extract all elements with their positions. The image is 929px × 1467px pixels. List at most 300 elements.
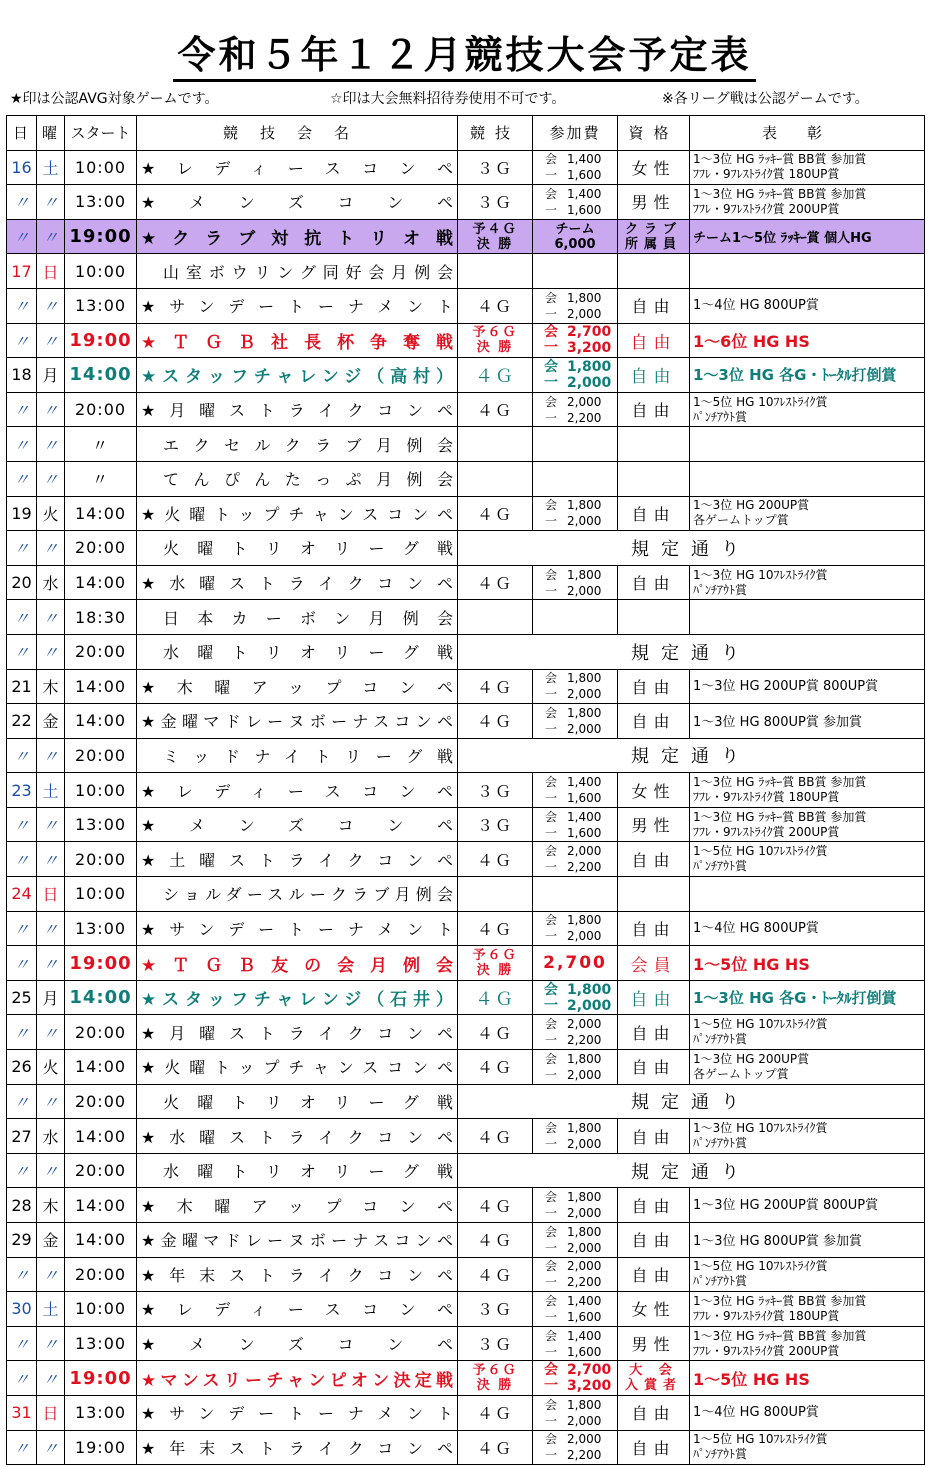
event-name-cell: 水曜トリオリーグ戦	[137, 1153, 458, 1188]
start-time-cell: 13:00	[65, 911, 137, 946]
fee-labels	[543, 1224, 559, 1256]
games-line: 決 勝	[476, 963, 514, 979]
event-name-cell: 水曜トリオリーグ戦	[137, 634, 458, 669]
award-line: チーム1～5位 ﾗｯｷｰ賞 個人HG	[693, 231, 872, 247]
fee-labels	[543, 497, 559, 529]
award-cell	[690, 1050, 925, 1085]
day-cell: 〃	[7, 738, 37, 773]
award-cell	[690, 1326, 925, 1361]
day-cell: 16	[7, 150, 37, 185]
fee-values	[559, 1189, 601, 1221]
fee-block	[533, 1396, 617, 1430]
event-name-cell: ★レディースコンペ	[137, 773, 458, 808]
event-name-cell: 山室ボウリング同好会月例会	[137, 254, 458, 289]
fee-member: 1,800	[567, 671, 602, 686]
fee-general-label: 一	[544, 514, 557, 529]
fee-cell: 2,700	[533, 946, 618, 981]
fee-member-label: 会	[544, 1017, 557, 1032]
qualification-cell: 自由	[618, 565, 690, 600]
award-line: ﾌﾌﾚ・9ﾌﾚｽﾄﾗｲｸ賞 200UP賞	[693, 1343, 840, 1358]
fee-member-label: 会	[544, 498, 557, 513]
fee-general-label: 一	[544, 1275, 557, 1290]
award-cell	[690, 877, 925, 912]
award-line: ﾌﾌﾚ・9ﾌﾚｽﾄﾗｲｸ賞 200UP賞	[693, 201, 840, 216]
weekday-cell: 〃	[37, 392, 65, 427]
fee-cell	[533, 461, 618, 496]
fee-block	[533, 1188, 617, 1222]
table-row	[7, 254, 925, 289]
weekday-cell: 金	[37, 704, 65, 739]
start-time-cell: 〃	[65, 427, 137, 462]
qualification-cell: 自由	[618, 496, 690, 531]
award-line: 1～3位 HG ﾗｯｷｰ賞 BB賞 参加賞	[693, 186, 867, 201]
event-name-cell: 日本カーボン月例会	[137, 600, 458, 635]
games-cell	[458, 323, 533, 358]
fee-values	[559, 1362, 611, 1394]
games-cell: ４Ｇ	[458, 392, 533, 427]
fee-values	[559, 151, 601, 183]
games-cell: ３Ｇ	[458, 1326, 533, 1361]
fee-general: 2,000	[567, 374, 612, 391]
table-row	[7, 1188, 925, 1223]
event-name-cell: ★メンズコンペ	[137, 1326, 458, 1361]
fee-cell	[533, 842, 618, 877]
fee-member: 1,400	[567, 1293, 602, 1308]
fee-general: 2,000	[567, 306, 602, 321]
table-row	[7, 946, 925, 981]
fee-member: 2,000	[567, 1432, 602, 1447]
award-line: ﾊﾟﾝﾁｱｳﾄ賞	[693, 859, 748, 874]
fee-block	[533, 670, 617, 704]
games-cell: ４Ｇ	[458, 1257, 533, 1292]
award-line: 1～3位 HG 800UP賞 参加賞	[693, 715, 862, 731]
day-cell: 〃	[7, 1084, 37, 1119]
fee-values	[559, 1258, 601, 1290]
table-row	[7, 496, 925, 531]
fee-cell	[533, 392, 618, 427]
fee-member-label: 会	[544, 394, 557, 409]
start-time-cell: 20:00	[65, 1257, 137, 1292]
award-line: ﾊﾟﾝﾁｱｳﾄ賞	[693, 582, 748, 597]
award-line: 1～5位 HG 10ﾌﾚｽﾄﾗｲｸ賞	[693, 1432, 828, 1447]
fee-general: 2,000	[567, 721, 602, 736]
fee-labels	[543, 1431, 559, 1463]
header-start: スタート	[65, 116, 137, 151]
games-line: 予６Ｇ	[472, 1363, 518, 1379]
table-row	[7, 565, 925, 600]
award-line: 1～5位 HG 10ﾌﾚｽﾄﾗｲｸ賞	[693, 1259, 828, 1274]
award-cell	[690, 254, 925, 289]
award-line: 1～5位 HG 10ﾌﾚｽﾄﾗｲｸ賞	[693, 1017, 828, 1032]
fee-values	[559, 359, 611, 391]
qualification-cell: 女性	[618, 773, 690, 808]
fee-member: 1,800	[567, 498, 602, 513]
award-cell	[690, 150, 925, 185]
games-cell: ３Ｇ	[458, 185, 533, 220]
fee-block	[533, 704, 617, 738]
qualification-cell: 自由	[618, 358, 690, 393]
award-cell	[690, 323, 925, 358]
games-line: 決 勝	[476, 1378, 514, 1394]
award-cell	[690, 185, 925, 220]
games-cell: ４Ｇ	[458, 1395, 533, 1430]
table-row	[7, 669, 925, 704]
fee-block	[533, 566, 617, 600]
games-cell: ４Ｇ	[458, 1119, 533, 1154]
day-cell: 31	[7, 1395, 37, 1430]
table-row	[7, 150, 925, 185]
day-cell: 23	[7, 773, 37, 808]
qualification-cell	[618, 600, 690, 635]
fee-cell	[533, 773, 618, 808]
fee-labels	[543, 186, 559, 218]
qualification-line: 所属員	[624, 236, 682, 252]
qualification-cell: 男性	[618, 185, 690, 220]
fee-member: 1,800	[567, 981, 612, 998]
day-cell: 〃	[7, 911, 37, 946]
fee-general-label: 一	[544, 1309, 557, 1324]
fee-general-label: 一	[544, 168, 557, 183]
games-cell	[458, 946, 533, 981]
fee-labels	[543, 1293, 559, 1325]
fee-values	[559, 1293, 601, 1325]
start-time-cell: 14:00	[65, 980, 137, 1015]
start-time-cell: 19:00	[65, 946, 137, 981]
fee-general: 2,000	[567, 514, 602, 529]
award-cell	[690, 496, 925, 531]
fee-block	[533, 185, 617, 219]
fee-values	[559, 982, 611, 1014]
games-line: 予６Ｇ	[472, 325, 518, 341]
weekday-cell: 土	[37, 150, 65, 185]
fee-labels	[543, 809, 559, 841]
award-line: ﾊﾟﾝﾁｱｳﾄ賞	[693, 1447, 748, 1462]
start-time-cell: 20:00	[65, 531, 137, 566]
fee-cell	[533, 600, 618, 635]
weekday-cell: 日	[37, 877, 65, 912]
rule-cell: 規定通り	[458, 634, 925, 669]
award-line: ﾊﾟﾝﾁｱｳﾄ賞	[693, 1274, 748, 1289]
weekday-cell: 〃	[37, 185, 65, 220]
start-time-cell: 20:00	[65, 1084, 137, 1119]
fee-member-label: 会	[544, 1432, 557, 1447]
table-row	[7, 1326, 925, 1361]
day-cell: 〃	[7, 427, 37, 462]
award-line: ﾊﾟﾝﾁｱｳﾄ賞	[693, 1032, 748, 1047]
start-time-cell: 14:00	[65, 704, 137, 739]
event-name-cell: ★スタッフチャレンジ（高村）	[137, 358, 458, 393]
qualification-cell: 自由	[618, 1257, 690, 1292]
table-row	[7, 1361, 925, 1396]
qualification-cell: 会員	[618, 946, 690, 981]
award-line: 1～3位 HG 10ﾌﾚｽﾄﾗｲｸ賞	[693, 567, 828, 582]
day-cell: 〃	[7, 1326, 37, 1361]
games-cell: ３Ｇ	[458, 1292, 533, 1327]
fee-labels	[543, 151, 559, 183]
table-row	[7, 1015, 925, 1050]
start-time-cell: 〃	[65, 461, 137, 496]
fee-cell	[533, 980, 618, 1015]
weekday-cell: 〃	[37, 946, 65, 981]
games-line: 決 勝	[476, 236, 514, 252]
fee-member: 1,800	[567, 1051, 602, 1066]
start-time-cell: 13:00	[65, 185, 137, 220]
fee-member: 1,800	[567, 1397, 602, 1412]
note-league: ※各リーグ戦は公認ゲームです。	[662, 91, 869, 107]
event-name-cell: ★年末ストライクコンペ	[137, 1430, 458, 1465]
games-cell	[458, 254, 533, 289]
fee-general: 2,000	[567, 687, 602, 702]
start-time-cell: 20:00	[65, 392, 137, 427]
qualification-cell: 自由	[618, 980, 690, 1015]
fee-cell	[533, 1292, 618, 1327]
award-line: ﾌﾌﾚ・9ﾌﾚｽﾄﾗｲｸ賞 180UP賞	[693, 790, 840, 805]
fee-cell	[533, 1050, 618, 1085]
award-line: 1～3位 HG 200UP賞	[693, 498, 810, 513]
fee-general-label: 一	[544, 687, 557, 702]
fee-general-label: 一	[544, 860, 557, 875]
header-event: 競技会名	[137, 116, 458, 151]
fee-general: 2,200	[567, 1275, 602, 1290]
event-name-cell: 火曜トリオリーグ戦	[137, 531, 458, 566]
fee-block	[533, 393, 617, 427]
fee-block	[533, 1015, 617, 1049]
fee-cell	[533, 288, 618, 323]
fee-labels	[543, 843, 559, 875]
fee-cell	[533, 1430, 618, 1465]
award-cell	[690, 1257, 925, 1292]
weekday-cell: 〃	[37, 600, 65, 635]
fee-member-label: 会	[544, 152, 557, 167]
award-cell	[690, 1395, 925, 1430]
fee-general: 1,600	[567, 825, 602, 840]
table-row	[7, 911, 925, 946]
fee-values	[559, 809, 601, 841]
qualification-cell: 自由	[618, 1119, 690, 1154]
award-line: 1～3位 HG ﾗｯｷｰ賞 BB賞 参加賞	[693, 152, 867, 167]
event-name-cell: ★メンズコンペ	[137, 807, 458, 842]
fee-block	[533, 1431, 617, 1465]
qualification-cell: 自由	[618, 669, 690, 704]
start-time-cell: 20:00	[65, 1153, 137, 1188]
page-title: 令和５年１２月競技大会予定表	[0, 24, 929, 79]
award-cell	[690, 1188, 925, 1223]
award-line: 1～5位 HG 10ﾌﾚｽﾄﾗｲｸ賞	[693, 844, 828, 859]
fee-member-label: 会	[544, 981, 558, 998]
table-row	[7, 1395, 925, 1430]
fee-general-label: 一	[544, 721, 557, 736]
fee-general-label: 一	[544, 929, 557, 944]
event-name-cell: ★レディースコンペ	[137, 150, 458, 185]
fee-labels	[543, 982, 559, 1014]
award-line: 1～3位 HG 200UP賞	[693, 1051, 810, 1066]
weekday-cell: 水	[37, 1119, 65, 1154]
day-cell: 〃	[7, 1361, 37, 1396]
event-name-cell: ショルダースルークラブ月例会	[137, 877, 458, 912]
event-name-cell: ★年末ストライクコンペ	[137, 1257, 458, 1292]
qualification-cell: 自由	[618, 1395, 690, 1430]
fee-general: 1,600	[567, 1344, 602, 1359]
start-time-cell: 14:00	[65, 1119, 137, 1154]
event-name-cell: 火曜トリオリーグ戦	[137, 1084, 458, 1119]
fee-labels	[543, 705, 559, 737]
qualification-cell: 男性	[618, 1326, 690, 1361]
weekday-cell: 〃	[37, 1430, 65, 1465]
fee-member: 1,400	[567, 809, 602, 824]
start-time-cell: 14:00	[65, 496, 137, 531]
fee-general-label: 一	[544, 1067, 557, 1082]
qualification-cell: 自由	[618, 288, 690, 323]
table-row	[7, 1223, 925, 1258]
fee-general: 2,200	[567, 1033, 602, 1048]
award-line: 1～5位 HG 10ﾌﾚｽﾄﾗｲｸ賞	[693, 394, 828, 409]
qualification-cell	[618, 427, 690, 462]
day-cell: 〃	[7, 600, 37, 635]
qualification-line: 入賞者	[624, 1378, 682, 1394]
fee-cell	[533, 254, 618, 289]
rule-cell: 規定通り	[458, 531, 925, 566]
fee-general-label: 一	[544, 1033, 557, 1048]
fee-general: 2,200	[567, 860, 602, 875]
fee-member-label: 会	[544, 1259, 557, 1274]
note-invite: ☆印は大会無料招待券使用不可です。	[330, 91, 566, 107]
start-time-cell: 14:00	[65, 565, 137, 600]
table-row	[7, 738, 925, 773]
award-cell	[690, 461, 925, 496]
event-name-cell: ミッドナイトリーグ戦	[137, 738, 458, 773]
event-name-cell: ★サンデートーナメント	[137, 1395, 458, 1430]
event-name-cell: ★サンデートーナメント	[137, 288, 458, 323]
fee-labels	[543, 1016, 559, 1048]
award-line: 1～4位 HG 800UP賞	[693, 1405, 819, 1421]
table-row	[7, 323, 925, 358]
day-cell: 〃	[7, 461, 37, 496]
event-name-cell: ★レディースコンペ	[137, 1292, 458, 1327]
qualification-cell: 女性	[618, 1292, 690, 1327]
fee-member: 1,800	[567, 290, 602, 305]
fee-member: 2,000	[567, 394, 602, 409]
fee-member-label: 会	[544, 913, 557, 928]
fee-member: 2,700	[567, 324, 612, 341]
day-cell: 〃	[7, 531, 37, 566]
games-cell: ４Ｇ	[458, 669, 533, 704]
fee-member-label: 会	[544, 186, 557, 201]
fee-values	[559, 1224, 601, 1256]
games-qualifier-final	[458, 325, 532, 355]
fee-block	[533, 151, 617, 185]
start-time-cell: 13:00	[65, 1395, 137, 1430]
qualification-cell: 自由	[618, 1188, 690, 1223]
weekday-cell: 土	[37, 1292, 65, 1327]
qualification-cell	[618, 254, 690, 289]
fee-values	[559, 567, 601, 599]
fee-block	[533, 773, 617, 807]
weekday-cell: 水	[37, 565, 65, 600]
day-cell: 〃	[7, 288, 37, 323]
fee-labels	[543, 1120, 559, 1152]
fee-general: 1,600	[567, 791, 602, 806]
day-cell: 〃	[7, 634, 37, 669]
award-cell	[690, 807, 925, 842]
fee-general: 1,600	[567, 1309, 602, 1324]
fee-general-label: 一	[544, 340, 558, 357]
start-time-cell: 14:00	[65, 1188, 137, 1223]
event-name-cell: ★水曜ストライクコンペ	[137, 1119, 458, 1154]
fee-labels	[543, 290, 559, 322]
fee-cell	[533, 565, 618, 600]
event-name-cell: エクセルクラブ月例会	[137, 427, 458, 462]
fee-member-label: 会	[544, 1051, 557, 1066]
award-cell	[690, 842, 925, 877]
table-row	[7, 392, 925, 427]
fee-line: チーム	[555, 221, 595, 237]
qualification-cell	[618, 461, 690, 496]
event-name-cell: ★土曜ストライクコンペ	[137, 842, 458, 877]
fee-cell	[533, 1326, 618, 1361]
weekday-cell: 火	[37, 1050, 65, 1085]
games-cell: ４Ｇ	[458, 565, 533, 600]
award-cell	[690, 1223, 925, 1258]
fee-values	[559, 1051, 601, 1083]
fee-labels	[543, 567, 559, 599]
qualification-cell: 自由	[618, 1430, 690, 1465]
games-cell: ４Ｇ	[458, 496, 533, 531]
start-time-cell: 13:00	[65, 1326, 137, 1361]
fee-cell	[533, 496, 618, 531]
day-cell: 〃	[7, 1257, 37, 1292]
award-cell	[690, 704, 925, 739]
award-cell	[690, 1430, 925, 1465]
start-time-cell: 13:00	[65, 807, 137, 842]
event-name-cell: ★ＴＧＢ社長杯争奪戦	[137, 323, 458, 358]
start-time-cell: 14:00	[65, 669, 137, 704]
table-row	[7, 461, 925, 496]
fee-general: 2,200	[567, 1448, 602, 1463]
rule-cell: 規定通り	[458, 738, 925, 773]
qualification-cell: 自由	[618, 323, 690, 358]
weekday-cell: 〃	[37, 461, 65, 496]
qualification-cell: 自由	[618, 911, 690, 946]
start-time-cell: 19:00	[65, 1361, 137, 1396]
fee-block	[533, 289, 617, 323]
games-cell	[458, 219, 533, 254]
weekday-cell: 日	[37, 254, 65, 289]
header-qual: 資格	[618, 116, 690, 151]
fee-labels	[543, 670, 559, 702]
event-name-cell: ★水曜ストライクコンペ	[137, 565, 458, 600]
award-line: ﾊﾟﾝﾁｱｳﾄ賞	[693, 1136, 748, 1151]
start-time-cell: 14:00	[65, 1050, 137, 1085]
table-row	[7, 1153, 925, 1188]
fee-values	[559, 1431, 601, 1463]
qualification-line: 大 会	[629, 1363, 678, 1379]
fee-block	[533, 981, 617, 1015]
event-name-cell: ★スタッフチャレンジ（石井）	[137, 980, 458, 1015]
award-cell	[690, 427, 925, 462]
start-time-cell: 10:00	[65, 254, 137, 289]
fee-member: 1,800	[567, 913, 602, 928]
fee-labels	[543, 1362, 559, 1394]
fee-member: 1,800	[567, 705, 602, 720]
weekday-cell: 木	[37, 1188, 65, 1223]
qualification-cell: 自由	[618, 392, 690, 427]
fee-member-label: 会	[544, 1190, 557, 1205]
header-day: 日	[7, 116, 37, 151]
qualification-cell: 男性	[618, 807, 690, 842]
fee-line: 6,000	[554, 236, 596, 252]
fee-values	[559, 324, 611, 356]
table-row	[7, 1430, 925, 1465]
